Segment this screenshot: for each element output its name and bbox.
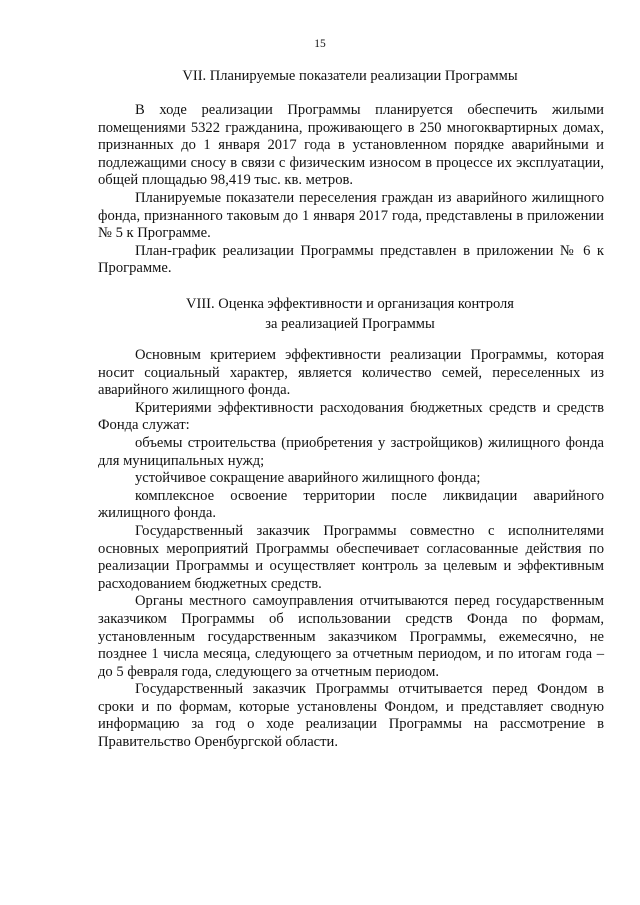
section-8-paragraph: Основным критерием эффективности реализации Программы, которая носит социальный характер, является количество семей, переселенных из аварийного жилищного фонда. xyxy=(98,347,604,399)
section-7-paragraph: Планируемые показатели переселения граждан из аварийного жилищного фонда, признанного таковым до 1 января 2017 года, представлены в приложении № 5 к Программе. xyxy=(98,189,604,242)
page-number: 15 xyxy=(314,38,326,50)
section-7-title: VII. Планируемые показатели реализации Программы xyxy=(182,68,518,84)
section-8-list-item: комплексное освоение территории после ликвидации аварийного жилищного фонда. xyxy=(98,487,604,522)
section-8-title-line-1: VIII. Оценка эффективности и организация контроля xyxy=(186,296,514,312)
section-8-title xyxy=(100,294,600,334)
section-8-body xyxy=(98,347,604,752)
section-8-list-item: объемы строительства (приобретения у застройщиков) жилищного фонда для муниципальных нужд; xyxy=(98,434,604,469)
section-7-paragraph: В ходе реализации Программы планируется обеспечить жилыми помещениями 5322 гражданина, проживающего в 250 многоквартирных домах, признанных до 1 января 2017 года в установленном порядке аварийными и подлежащими сносу в связи с физическим износом в процессе их эксплуатации, общей площадью 98,419 тыс. кв. метров. xyxy=(98,102,604,189)
section-8-paragraph: Органы местного самоуправления отчитываются перед государственным заказчиком Программы об использовании средств Фонда по формам, установленным государственным заказчиком Программы, ежемесячно, не позднее 1 числа месяца, следующего за отчетным периодом, и по итогам года – до 5 февраля года, следующего за отчетным периодом. xyxy=(98,593,604,680)
section-8-title-line-2: за реализацией Программы xyxy=(265,316,435,332)
section-8-list-item: устойчивое сокращение аварийного жилищного фонда; xyxy=(135,470,481,487)
section-8-paragraph: Критериями эффективности расходования бюджетных средств и средств Фонда служат: xyxy=(98,399,604,434)
section-7-paragraph: План-график реализации Программы представлен в приложении № 6 к Программе. xyxy=(98,242,604,277)
section-8-paragraph: Государственный заказчик Программы совместно с исполнителями основных мероприятий Программы обеспечивает согласованные действия по реализации Программы и осуществляет контроль за целевым и эффективным расходованием бюджетных средств. xyxy=(98,522,604,592)
section-8-paragraph: Государственный заказчик Программы отчитывается перед Фондом в сроки и по формам, которые установлены Фондом, и представляет сводную информацию за год о ходе реализации Программы на рассмотрение в Правительство Оренбургской области. xyxy=(98,681,604,751)
section-7-body xyxy=(98,102,604,278)
